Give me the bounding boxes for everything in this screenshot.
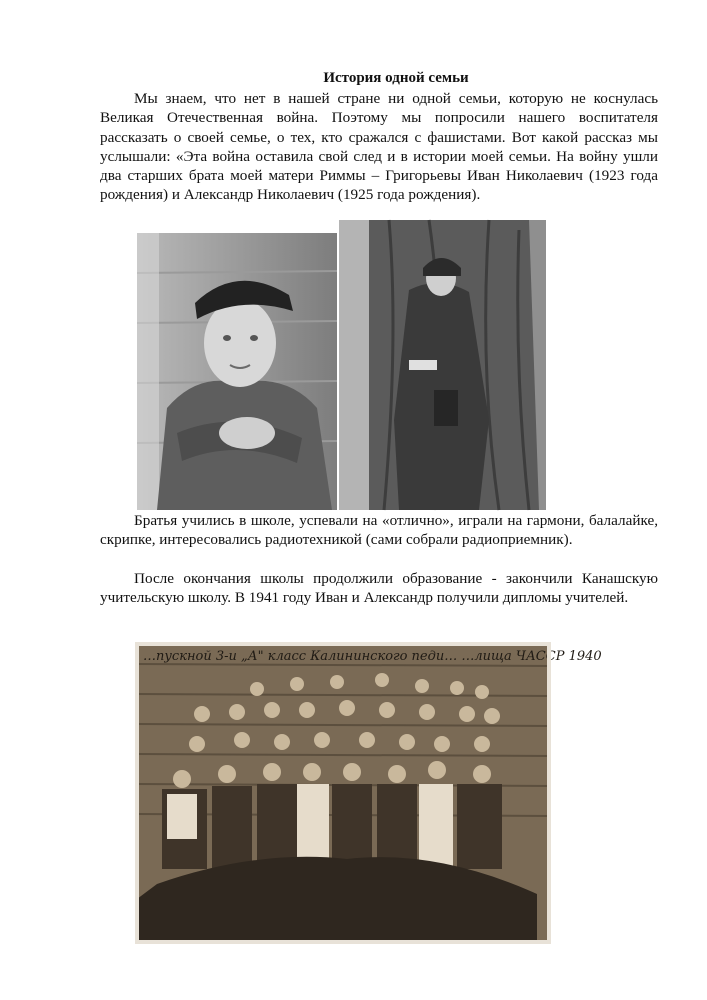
class-group-image bbox=[137, 644, 602, 942]
photo-soldier-by-tree bbox=[339, 220, 546, 510]
paragraph-graduation: После окончания школы продолжили образование - закончили Канашскую учительскую школу. В 1941 году Иван и Александр получили дипломы учителей. bbox=[100, 570, 658, 607]
document-title: История одной семьи bbox=[323, 70, 469, 86]
class-photo-inscription: …пускной 3-и „А" класс Калининского педи… …лища ЧАССР 1940 bbox=[143, 649, 602, 664]
boy-portrait-image bbox=[137, 233, 337, 510]
photo-boy-in-cap bbox=[137, 233, 337, 510]
soldier-portrait-image bbox=[339, 220, 546, 510]
paragraph-intro: Мы знаем, что нет в нашей стране ни одной семьи, которую не коснулась Великая Отечественная война. Поэтому мы попросили нашего воспитателя рассказать о своей семье, о тех, кто сражался с фашистами. Вот какой рассказ мы услышали: «Эта война оставила свой след и в истории моей семьи. На войну ушли два старших брата моей матери Риммы – Григорьевы Иван Николаевич (1923 года рождения) и Александр Николаевич (1925 года рождения). bbox=[100, 90, 658, 204]
paragraph-brothers-school: Братья учились в школе, успевали на «отлично», играли на гармони, балалайке, скрипке, интересовались радиотехникой (сами собрали радиоприемник). bbox=[100, 512, 658, 549]
photo-class-group-1940 bbox=[137, 644, 602, 942]
